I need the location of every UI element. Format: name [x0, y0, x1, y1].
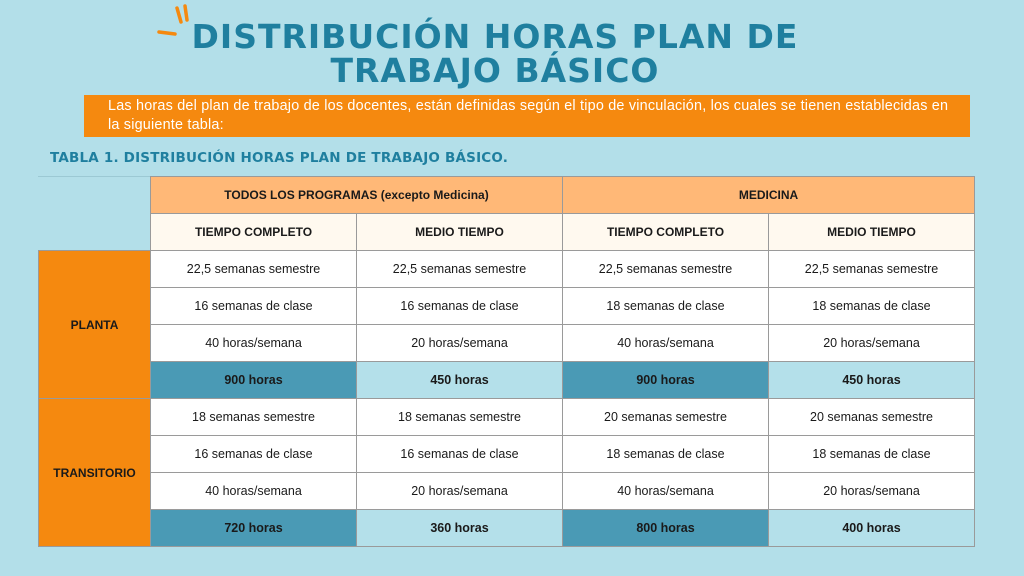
table-row — [39, 473, 975, 510]
sub-header: TIEMPO COMPLETO — [151, 214, 357, 251]
table-row — [39, 288, 975, 325]
table-cell: 18 semanas de clase — [769, 436, 975, 473]
total-cell: 900 horas — [563, 362, 769, 399]
section-label-planta: PLANTA — [39, 251, 151, 399]
table-cell: 18 semanas de clase — [563, 288, 769, 325]
total-row — [39, 362, 975, 399]
table-row — [39, 436, 975, 473]
total-cell: 360 horas — [357, 510, 563, 547]
table-row — [39, 399, 975, 436]
table-cell: 40 horas/semana — [563, 325, 769, 362]
intro-banner: Las horas del plan de trabajo de los docentes, están definidas según el tipo de vinculación, los cuales se tienen establecidas en la siguiente tabla: — [84, 95, 970, 137]
table-cell: 40 horas/semana — [151, 325, 357, 362]
section-label-transitorio: TRANSITORIO — [39, 399, 151, 547]
sub-header: MEDIO TIEMPO — [357, 214, 563, 251]
table-cell: 20 horas/semana — [769, 325, 975, 362]
group-header-row — [39, 177, 975, 214]
table-cell: 40 horas/semana — [151, 473, 357, 510]
table-cell: 16 semanas de clase — [357, 288, 563, 325]
total-cell: 900 horas — [151, 362, 357, 399]
total-row — [39, 510, 975, 547]
table-cell: 20 semanas semestre — [769, 399, 975, 436]
table-cell: 22,5 semanas semestre — [563, 251, 769, 288]
group-header-todos: TODOS LOS PROGRAMAS (excepto Medicina) — [151, 177, 563, 214]
table-cell: 40 horas/semana — [563, 473, 769, 510]
group-header-medicina: MEDICINA — [563, 177, 975, 214]
table-cell: 20 horas/semana — [357, 473, 563, 510]
hours-distribution-table — [38, 176, 975, 547]
table-cell: 22,5 semanas semestre — [357, 251, 563, 288]
sub-header: MEDIO TIEMPO — [769, 214, 975, 251]
table-row — [39, 325, 975, 362]
total-cell: 800 horas — [563, 510, 769, 547]
table-cell: 20 horas/semana — [357, 325, 563, 362]
table-cell: 16 semanas de clase — [151, 288, 357, 325]
corner-cell — [39, 177, 151, 251]
table-cell: 18 semanas de clase — [563, 436, 769, 473]
table-cell: 20 horas/semana — [769, 473, 975, 510]
total-cell: 400 horas — [769, 510, 975, 547]
table-caption: TABLA 1. DISTRIBUCIÓN HORAS PLAN DE TRABAJO BÁSICO. — [50, 150, 509, 166]
table-cell: 22,5 semanas semestre — [151, 251, 357, 288]
table-cell: 16 semanas de clase — [357, 436, 563, 473]
page-title: DISTRIBUCIÓN HORAS PLAN DE TRABAJO BÁSICO — [191, 17, 799, 90]
total-cell: 450 horas — [357, 362, 563, 399]
table-cell: 18 semanas semestre — [151, 399, 357, 436]
sub-header-row — [39, 214, 975, 251]
total-cell: 450 horas — [769, 362, 975, 399]
table-cell: 16 semanas de clase — [151, 436, 357, 473]
table-row — [39, 251, 975, 288]
table-cell: 18 semanas de clase — [769, 288, 975, 325]
sub-header: TIEMPO COMPLETO — [563, 214, 769, 251]
table-cell: 18 semanas semestre — [357, 399, 563, 436]
total-cell: 720 horas — [151, 510, 357, 547]
table-cell: 22,5 semanas semestre — [769, 251, 975, 288]
table-cell: 20 semanas semestre — [563, 399, 769, 436]
